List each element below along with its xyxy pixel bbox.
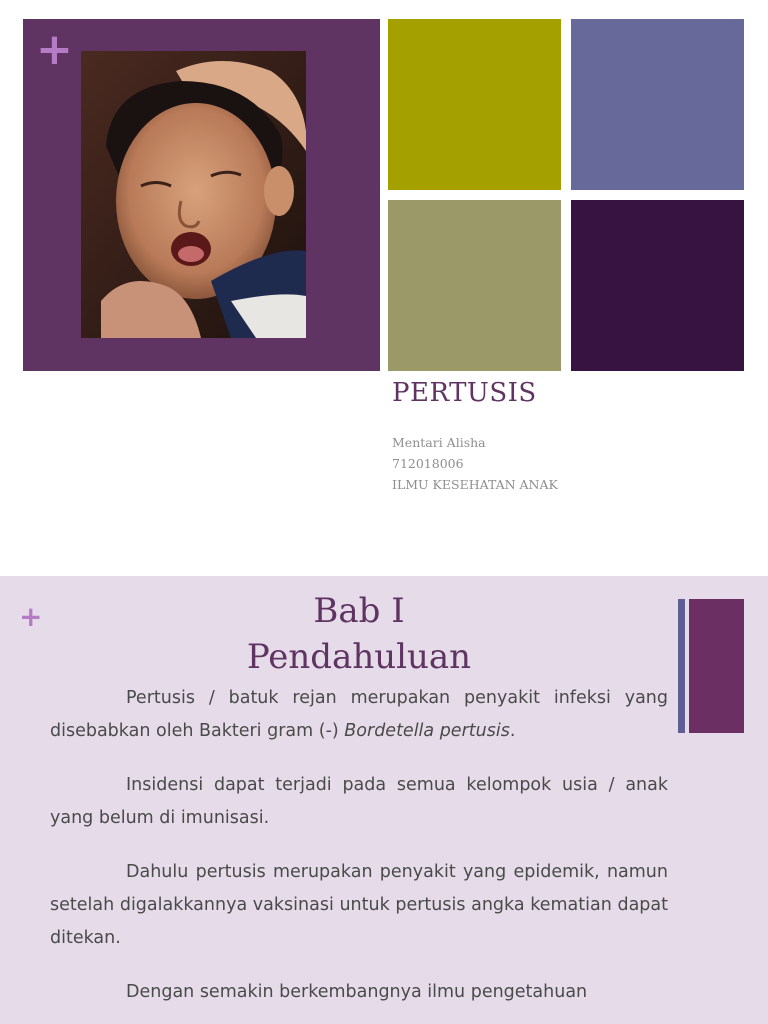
presenter-info bbox=[392, 432, 558, 495]
accent-bar-wide bbox=[689, 599, 744, 733]
course-name: ILMU KESEHATAN ANAK bbox=[392, 477, 558, 492]
author-name: Mentari Alisha bbox=[392, 435, 486, 450]
paragraph-1-text: Pertusis / batuk rejan merupakan penyakit infeksi yang disebabkan oleh Bakteri gram (-) bbox=[50, 688, 668, 741]
paragraph-4: Dengan semakin berkembangnya ilmu pengetahuan bbox=[126, 982, 588, 1002]
content-slide bbox=[0, 576, 768, 1024]
olive-square bbox=[388, 19, 561, 190]
plus-icon: + bbox=[36, 24, 73, 75]
coughing-child-photo bbox=[81, 51, 306, 338]
plus-icon: + bbox=[19, 600, 43, 633]
chapter-title: Pendahuluan bbox=[246, 637, 472, 677]
sage-square bbox=[388, 200, 561, 371]
body-text bbox=[50, 682, 668, 1024]
student-id: 712018006 bbox=[392, 456, 464, 471]
paragraph-1 bbox=[50, 682, 668, 748]
section-heading bbox=[50, 588, 668, 680]
accent-bar-thin bbox=[678, 599, 685, 733]
chapter-label: Bab I bbox=[313, 591, 405, 631]
paragraph-1-end: . bbox=[509, 721, 516, 741]
blue-square bbox=[571, 19, 744, 190]
paragraph-2: Insidensi dapat terjadi pada semua kelompok usia / anak yang belum di imunisasi. bbox=[50, 775, 668, 828]
slide-title: PERTUSIS bbox=[392, 378, 537, 408]
paragraph-3: Dahulu pertusis merupakan penyakit yang epidemik, namun setelah digalakkannya vaksinasi untuk pertusis angka kematian dapat ditekan. bbox=[50, 862, 668, 948]
dark-purple-square bbox=[571, 200, 744, 371]
bacteria-name: Bordetella pertusis bbox=[344, 721, 510, 741]
child-photo-illustration bbox=[81, 51, 306, 338]
